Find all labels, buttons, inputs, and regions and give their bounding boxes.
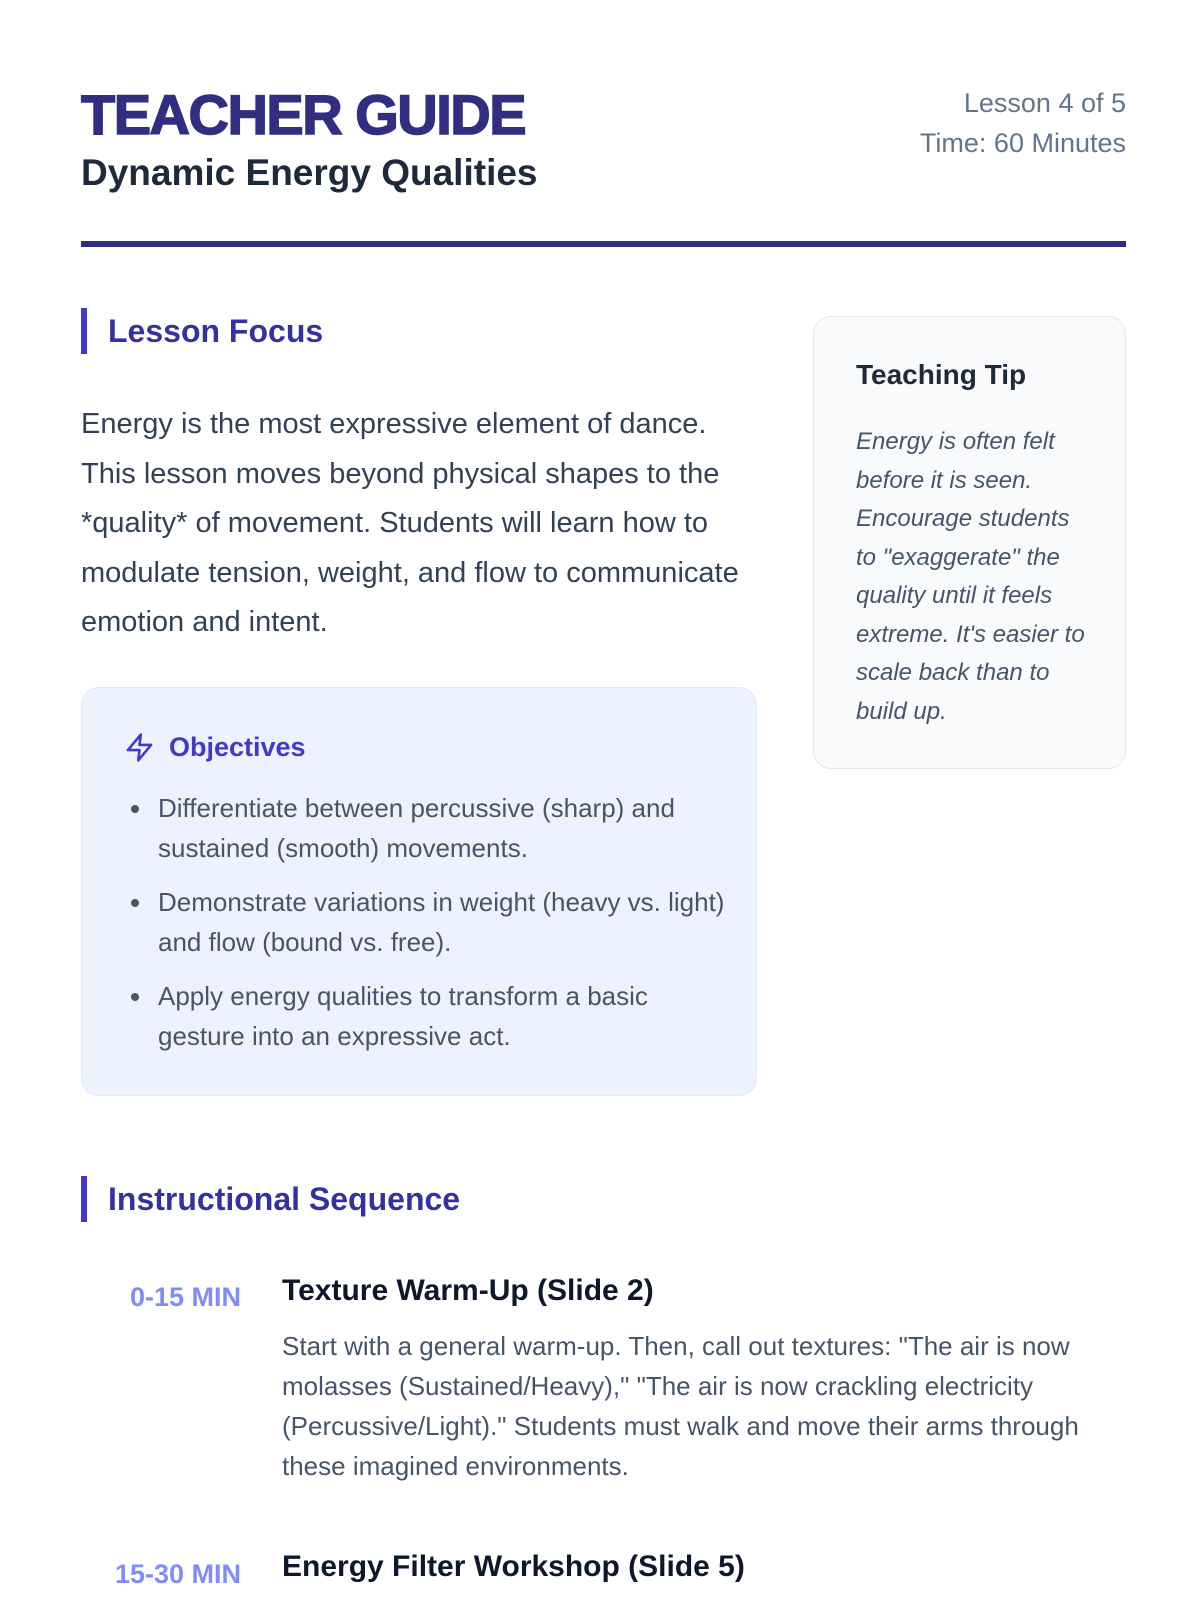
step-description: Start with a general warm-up. Then, call out textures: "The air is now molasses (Sustained/Heavy)," "The air is now crackling electricity (Percussive/Light)." Students must walk and move their arms through these imagined environments. — [282, 1331, 1079, 1481]
objective-text: Demonstrate variations in weight (heavy vs. light) and flow (bound vs. free). — [158, 887, 725, 957]
bullet-icon — [131, 899, 139, 907]
lightning-icon — [124, 732, 155, 763]
teaching-tip-title: Teaching Tip — [856, 359, 1027, 390]
guide-subtitle: Dynamic Energy Qualities — [81, 152, 538, 193]
objectives-header — [124, 732, 306, 763]
objective-item — [128, 882, 728, 962]
step-title: Energy Filter Workshop (Slide 5) — [282, 1550, 745, 1583]
lesson-meta — [920, 83, 1126, 163]
instructional-sequence-heading: Instructional Sequence — [81, 1176, 460, 1222]
lesson-focus-text: Energy is the most expressive element of dance. This lesson moves beyond physical shapes to the *quality* of movement. Students will learn how to modulate tension, weight, and flow to communicate emotion and intent. — [81, 408, 739, 638]
step-time: 15-30 MIN — [114, 1559, 241, 1589]
step-time: 0-15 MIN — [129, 1282, 241, 1312]
step-title: Texture Warm-Up (Slide 2) — [282, 1274, 654, 1307]
header-divider — [81, 241, 1126, 247]
lesson-number: Lesson 4 of 5 — [963, 88, 1126, 118]
teaching-tip-card — [813, 316, 1126, 769]
bullet-icon — [131, 805, 139, 813]
lesson-focus-heading: Lesson Focus — [81, 308, 323, 354]
objective-item — [128, 788, 728, 868]
bullet-icon — [131, 993, 139, 1001]
teaching-tip-text: Energy is often felt before it is seen. Encourage students to "exaggerate" the quality until it feels extreme. It's easier to scale back than to build up. — [856, 428, 1085, 725]
objectives-box — [81, 687, 757, 1096]
objectives-list — [128, 788, 728, 1070]
guide-header — [81, 80, 1126, 250]
objective-item — [128, 976, 728, 1056]
guide-title: TEACHER GUIDE — [81, 83, 526, 146]
objective-text: Differentiate between percussive (sharp) and sustained (smooth) movements. — [158, 793, 675, 863]
objective-text: Apply energy qualities to transform a basic gesture into an expressive act. — [158, 981, 648, 1051]
lesson-duration: Time: 60 Minutes — [919, 128, 1126, 158]
objectives-title: Objectives — [169, 732, 306, 762]
